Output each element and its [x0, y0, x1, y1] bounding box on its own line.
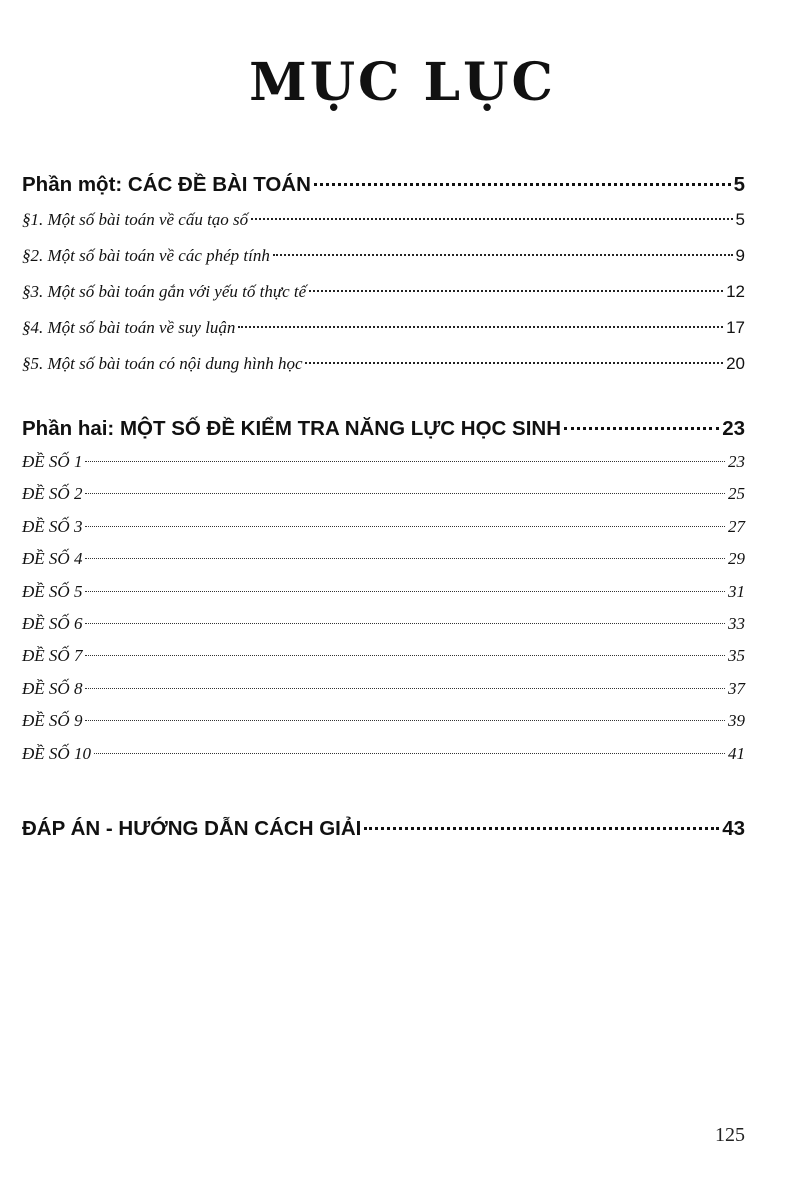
- toc-entry-label: ĐÁP ÁN - HƯỚNG DẪN CÁCH GIẢI: [22, 816, 362, 840]
- toc-entry-label: ĐỀ SỐ 9: [22, 711, 83, 731]
- toc-entry-page: 17: [726, 318, 745, 337]
- toc-entry-page: 23: [722, 417, 745, 440]
- toc-entry-label: ĐỀ SỐ 4: [22, 549, 83, 569]
- toc-entry-page: 29: [728, 549, 745, 569]
- toc-entry-page: 5: [733, 173, 745, 196]
- toc-entry-label: §2. Một số bài toán về các phép tính: [22, 246, 270, 265]
- spacer: [22, 770, 745, 812]
- dot-leader: [85, 655, 725, 656]
- toc-entry-label: ĐỀ SỐ 2: [22, 484, 83, 504]
- toc-entry-page: 25: [728, 484, 745, 504]
- toc-section-3[interactable]: [22, 274, 745, 310]
- toc-entry-page: 23: [728, 452, 745, 471]
- toc-entry-label: ĐỀ SỐ 5: [22, 581, 83, 601]
- toc-entry-label: ĐỀ SỐ 6: [22, 613, 83, 633]
- dot-leader: [85, 591, 725, 592]
- toc-test-1[interactable]: [22, 446, 745, 478]
- dot-leader: [564, 427, 719, 430]
- dot-leader: [251, 218, 732, 220]
- toc-entry-page: 41: [728, 743, 745, 763]
- toc-section-1[interactable]: [22, 202, 745, 238]
- toc-test-4[interactable]: [22, 543, 745, 575]
- toc-entry-label: ĐỀ SỐ 1: [22, 452, 83, 471]
- toc-section-4[interactable]: [22, 310, 745, 346]
- toc-entry-page: 37: [728, 678, 745, 698]
- toc-entry-label: §3. Một số bài toán gắn với yếu tố thực tế: [22, 282, 307, 301]
- toc-entry-page: 27: [728, 516, 745, 536]
- toc-entry-page: 31: [728, 581, 745, 601]
- toc-test-7[interactable]: [22, 640, 745, 672]
- toc-entry-page: 39: [728, 711, 745, 731]
- dot-leader: [85, 688, 725, 689]
- table-of-contents: [22, 168, 745, 846]
- toc-answers[interactable]: [22, 812, 745, 846]
- dot-leader: [85, 623, 725, 624]
- dot-leader: [305, 362, 723, 364]
- toc-entry-label: §5. Một số bài toán có nội dung hình học: [22, 354, 303, 373]
- toc-entry-page: 12: [726, 282, 745, 301]
- dot-leader: [238, 326, 723, 328]
- toc-entry-label: §1. Một số bài toán về cấu tạo số: [22, 210, 249, 229]
- toc-test-6[interactable]: [22, 608, 745, 640]
- dot-leader: [364, 827, 719, 830]
- toc-section-5[interactable]: [22, 346, 745, 382]
- toc-entry-page: 35: [728, 646, 745, 666]
- toc-part-one[interactable]: [22, 168, 745, 202]
- toc-entry-label: ĐỀ SỐ 7: [22, 646, 83, 666]
- toc-entry-label: Phần một: CÁC ĐỀ BÀI TOÁN: [22, 173, 311, 196]
- toc-entry-label: §4. Một số bài toán về suy luận: [22, 318, 236, 337]
- toc-test-5[interactable]: [22, 576, 745, 608]
- spacer: [22, 382, 745, 412]
- dot-leader: [85, 720, 725, 721]
- dot-leader: [94, 753, 725, 754]
- toc-entry-page: 43: [722, 816, 745, 840]
- dot-leader: [85, 493, 725, 494]
- toc-entry-label: ĐỀ SỐ 3: [22, 516, 83, 536]
- dot-leader: [85, 558, 725, 559]
- toc-part-two[interactable]: [22, 412, 745, 446]
- toc-entry-label: Phần hai: MỘT SỐ ĐỀ KIỂM TRA NĂNG LỰC HỌC SINH: [22, 417, 562, 440]
- toc-test-2[interactable]: [22, 478, 745, 510]
- page-title: MỤC LỤC: [249, 52, 556, 113]
- toc-entry-page: 33: [728, 613, 745, 633]
- toc-entry-page: 20: [726, 354, 745, 373]
- toc-entry-page: 9: [735, 246, 745, 265]
- toc-entry-label: ĐỀ SỐ 8: [22, 678, 83, 698]
- dot-leader: [85, 526, 725, 527]
- toc-entry-page: 5: [735, 210, 745, 229]
- toc-test-8[interactable]: [22, 673, 745, 705]
- dot-leader: [309, 290, 723, 292]
- dot-leader: [314, 183, 731, 186]
- toc-test-3[interactable]: [22, 511, 745, 543]
- toc-test-10[interactable]: [22, 738, 745, 770]
- dot-leader: [85, 461, 725, 462]
- toc-test-9[interactable]: [22, 705, 745, 737]
- page-number: 125: [715, 1124, 745, 1146]
- toc-section-2[interactable]: [22, 238, 745, 274]
- dot-leader: [273, 254, 733, 256]
- toc-entry-label: ĐỀ SỐ 10: [22, 743, 91, 763]
